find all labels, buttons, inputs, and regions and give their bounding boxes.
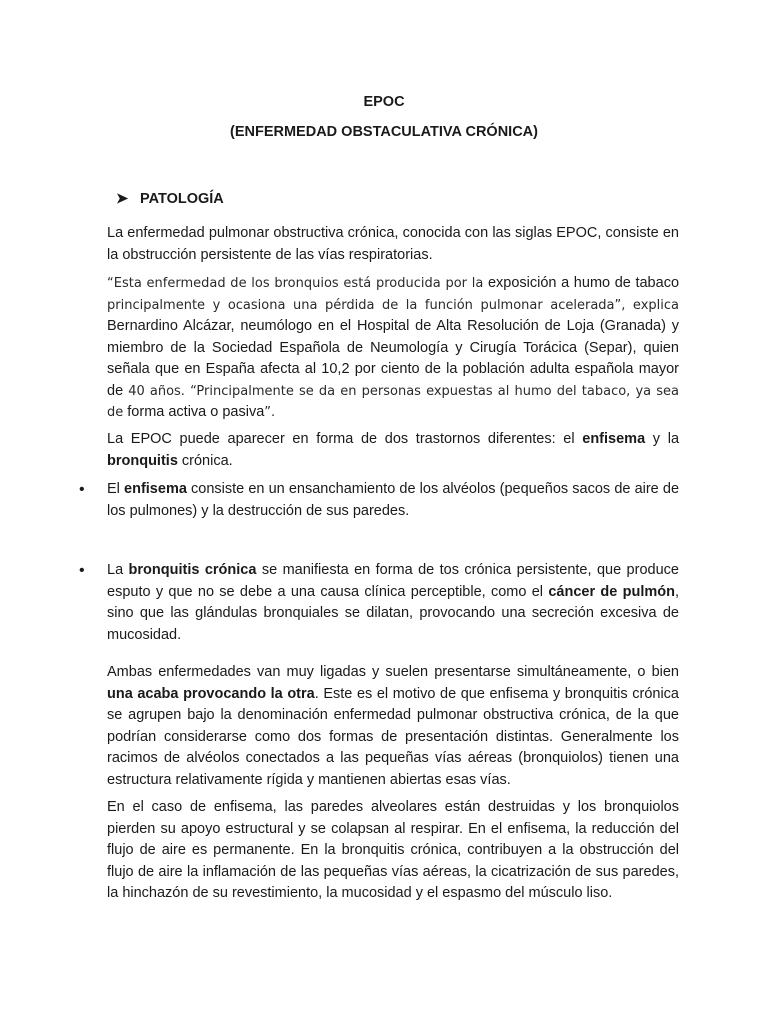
bold-term: bronquitis (107, 452, 178, 469)
paragraph-text: consiste en un ensanchamiento de los alvéolos (pequeños sacos de aire de los pulmones) y la destrucción de sus paredes. (107, 481, 680, 519)
paragraph-text: La EPOC puede aparecer en forma de dos trastornos diferentes: el (107, 431, 583, 447)
paragraph-text: Ambas enfermedades van muy ligadas y suelen presentarse simultáneamente, o bien (107, 664, 679, 680)
relationship-paragraph (107, 662, 679, 791)
paragraph-text: . Este es el motivo de que enfisema y bronquitis crónica se agrupen bajo la denominación enfermedad pulmonar obstructiva crónica, de la que podrían considerarse como dos formas de presentación distintas. Generalmente los racimos de alvéolos conectados a las pequeñas vías aéreas (bronquiolos) tienen una estructura relativamente rígida y mantienen abiertas esas vías. (107, 685, 679, 788)
quote-text: ”. (264, 405, 276, 420)
paragraph-text: y la (645, 431, 680, 447)
bold-term: bronquitis crónica (128, 562, 257, 578)
paragraph-text: La (107, 562, 129, 578)
quote-text: “Esta enfermedad de los bronquios está producida por la (107, 276, 484, 291)
bold-term: una acaba provocando la otra (107, 685, 315, 702)
bullet-item-bronquitis (107, 560, 679, 646)
paragraph-text: crónica. (177, 452, 233, 469)
quote-text: principalmente y ocasiona una pérdida de la función pulmonar acelerada”, explica (107, 297, 679, 313)
quote-text: 40 años. “Principalmente se da en personas expuestas al humo del tabaco, ya sea de (107, 383, 679, 420)
document-subtitle: (ENFERMEDAD OBSTACULATIVA CRÓNICA) (230, 124, 538, 140)
section-heading (116, 191, 224, 207)
bold-term: cáncer de pulmón (548, 583, 675, 600)
bullet-dot-icon: • (79, 562, 85, 579)
quote-paragraph (107, 273, 679, 424)
bullet-dot-icon: • (79, 481, 85, 498)
paragraph-text: , sino que las glándulas bronquiales se dilatan, provocando una secreción excesiva de mucosidad. (107, 583, 679, 643)
paragraph-text: exposición a humo de tabaco (483, 275, 680, 291)
bullet-item-enfisema (107, 479, 679, 522)
paragraph-text: El (107, 481, 125, 497)
types-paragraph (107, 429, 679, 472)
paragraph-text: forma activa o pasiva (123, 404, 265, 420)
paragraph-text: Bernardino Alcázar, neumólogo en el Hospital de Alta Resolución de Loja (Granada) y miembro de la Sociedad Española de Neumología y Cirugía Torácica (Separ), quien señala que en España afecta al 10,2 por ciento de la población adulta española mayor de (107, 318, 679, 399)
paragraph-text: se manifiesta en forma de tos crónica persistente, que produce esputo y que no se debe a una causa clínica perceptible, como el (107, 562, 679, 600)
document-title: EPOC (363, 94, 405, 110)
intro-paragraph: La enfermedad pulmonar obstructiva crónica, conocida con las siglas EPOC, consiste en la obstrucción persistente de las vías respiratorias. (107, 225, 679, 263)
bold-term: enfisema (124, 481, 187, 497)
arrow-bullet-icon: ➤ (116, 191, 129, 207)
bold-term: enfisema (582, 431, 646, 447)
mechanism-paragraph: En el caso de enfisema, las paredes alveolares están destruidas y los bronquiolos pierden su apoyo estructural y se colapsan al respirar. En el enfisema, la reducción del flujo de aire es permanente. En la bronquitis crónica, contribuyen a la obstrucción del flujo de aire la inflamación de las pequeñas vías aéreas, la cicatrización de sus paredes, la hinchazón de su revestimiento, la mucosidad y el espasmo del músculo liso. (107, 799, 679, 901)
section-heading-text: PATOLOGÍA (140, 191, 224, 207)
